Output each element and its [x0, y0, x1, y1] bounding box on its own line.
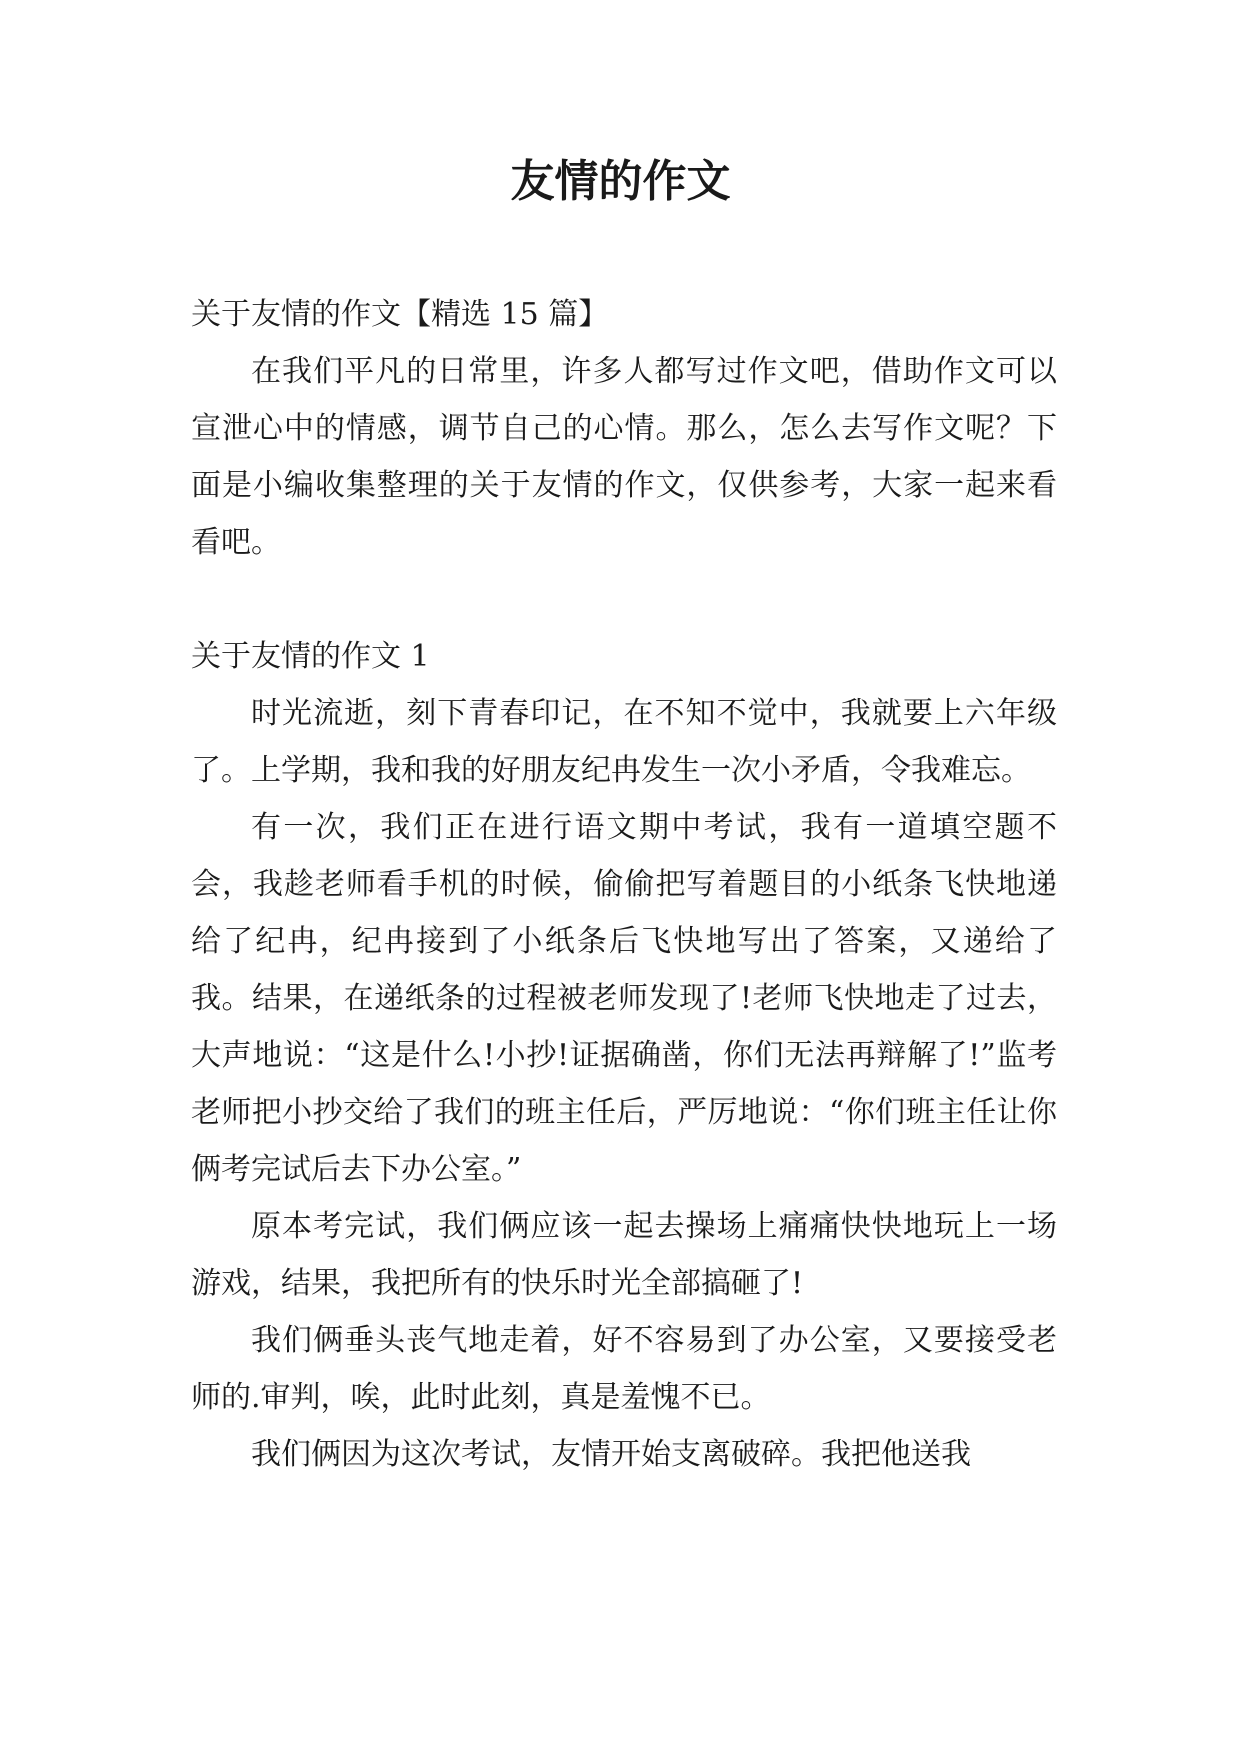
- document-body: [191, 286, 1057, 1483]
- essay-1-paragraph: 我们俩因为这次考试，友情开始支离破碎。我把他送我: [251, 1437, 971, 1472]
- essay-1-paragraph: 我们俩垂头丧气地走着，好不容易到了办公室，又要接受老师的.审判，唉，此时此刻，真是羞愧不已。: [191, 1323, 1057, 1415]
- intro-paragraph: 在我们平凡的日常里，许多人都写过作文吧，借助作文可以宣泄心中的情感，调节自己的心情。那么，怎么去写作文呢？下面是小编收集整理的关于友情的作文，仅供参考，大家一起来看看吧。: [191, 354, 1057, 560]
- essay-1-paragraph: 时光流逝，刻下青春印记，在不知不觉中，我就要上六年级了。上学期，我和我的好朋友纪冉发生一次小矛盾，令我难忘。: [191, 696, 1057, 788]
- essay-1-paragraph: 有一次，我们正在进行语文期中考试，我有一道填空题不会，我趁老师看手机的时候，偷偷把写着题目的小纸条飞快地递给了纪冉，纪冉接到了小纸条后飞快地写出了答案，又递给了我。结果，在递纸条的过程被老师发现了!老师飞快地走了过去，大声地说：“这是什么!小抄!证据确凿，你们无法再辩解了!”监考老师把小抄交给了我们的班主任后，严厉地说：“你们班主任让你俩考完试后去下办公室。”: [191, 810, 1057, 1187]
- intro-heading: 关于友情的作文【精选 15 篇】: [191, 297, 609, 332]
- essay-1-heading: 关于友情的作文 1: [191, 639, 430, 674]
- section-spacer: [191, 571, 1057, 628]
- document-title: 友情的作文: [510, 156, 731, 207]
- essay-1-paragraph: 原本考完试，我们俩应该一起去操场上痛痛快快地玩上一场游戏，结果，我把所有的快乐时光全部搞砸了!: [191, 1209, 1057, 1301]
